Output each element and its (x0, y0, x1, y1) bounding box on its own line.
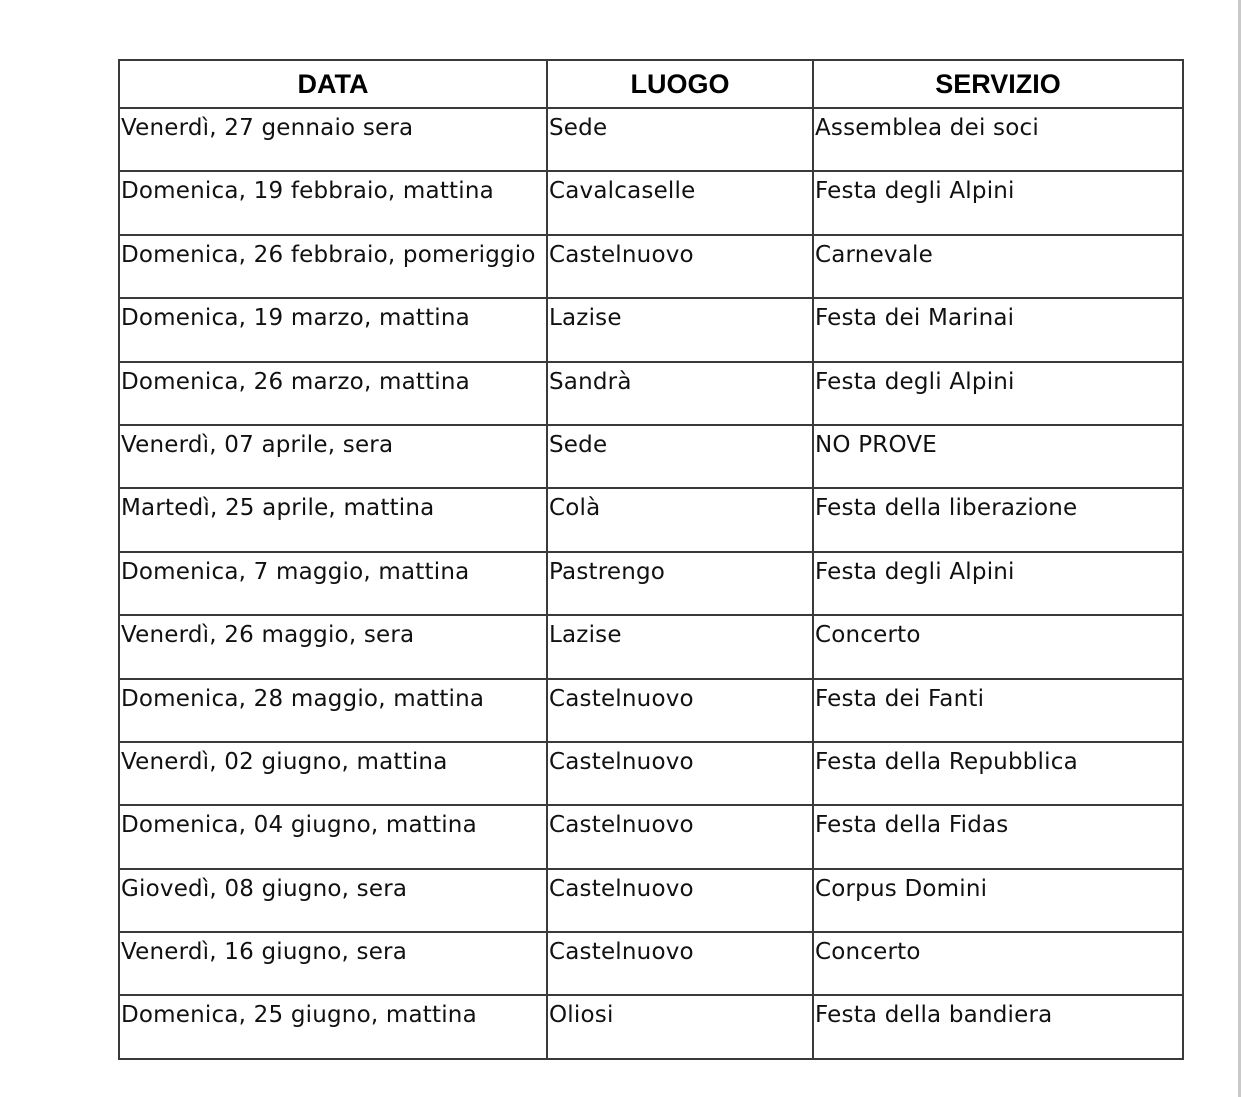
table-row (119, 995, 1183, 1058)
table-row (119, 298, 1183, 361)
cell-data: Domenica, 7 maggio, mattina (119, 552, 547, 615)
cell-luogo: Lazise (547, 615, 813, 678)
column-header-data: DATA (119, 60, 547, 108)
header-row (119, 60, 1183, 108)
cell-luogo: Oliosi (547, 995, 813, 1058)
table-row (119, 171, 1183, 234)
cell-data: Venerdì, 26 maggio, sera (119, 615, 547, 678)
table-row (119, 425, 1183, 488)
cell-luogo: Castelnuovo (547, 679, 813, 742)
cell-servizio: Concerto (813, 932, 1183, 995)
cell-servizio: Carnevale (813, 235, 1183, 298)
table-row (119, 108, 1183, 171)
cell-servizio: Festa della liberazione (813, 488, 1183, 551)
cell-luogo: Sede (547, 425, 813, 488)
cell-servizio: Festa dei Marinai (813, 298, 1183, 361)
schedule-table (118, 59, 1184, 1060)
cell-data: Giovedì, 08 giugno, sera (119, 869, 547, 932)
cell-data: Domenica, 19 marzo, mattina (119, 298, 547, 361)
cell-luogo: Cavalcaselle (547, 171, 813, 234)
column-header-servizio: SERVIZIO (813, 60, 1183, 108)
cell-servizio: NO PROVE (813, 425, 1183, 488)
cell-luogo: Castelnuovo (547, 869, 813, 932)
table-row (119, 615, 1183, 678)
cell-luogo: Lazise (547, 298, 813, 361)
table-row (119, 742, 1183, 805)
cell-data: Domenica, 25 giugno, mattina (119, 995, 547, 1058)
cell-servizio: Festa dei Fanti (813, 679, 1183, 742)
cell-servizio: Corpus Domini (813, 869, 1183, 932)
cell-luogo: Sandrà (547, 362, 813, 425)
table-row (119, 869, 1183, 932)
cell-servizio: Concerto (813, 615, 1183, 678)
cell-data: Venerdì, 02 giugno, mattina (119, 742, 547, 805)
cell-servizio: Festa degli Alpini (813, 362, 1183, 425)
cell-servizio: Festa della Repubblica (813, 742, 1183, 805)
table-header (119, 60, 1183, 108)
table-row (119, 679, 1183, 742)
table-row (119, 932, 1183, 995)
cell-data: Martedì, 25 aprile, mattina (119, 488, 547, 551)
table-row (119, 488, 1183, 551)
cell-luogo: Castelnuovo (547, 235, 813, 298)
cell-luogo: Castelnuovo (547, 805, 813, 868)
cell-luogo: Castelnuovo (547, 932, 813, 995)
cell-data: Domenica, 28 maggio, mattina (119, 679, 547, 742)
table-row (119, 552, 1183, 615)
cell-data: Domenica, 19 febbraio, mattina (119, 171, 547, 234)
cell-data: Domenica, 26 febbraio, pomeriggio (119, 235, 547, 298)
table-row (119, 362, 1183, 425)
cell-luogo: Pastrengo (547, 552, 813, 615)
cell-luogo: Sede (547, 108, 813, 171)
cell-servizio: Assemblea dei soci (813, 108, 1183, 171)
cell-servizio: Festa della bandiera (813, 995, 1183, 1058)
cell-data: Domenica, 04 giugno, mattina (119, 805, 547, 868)
cell-servizio: Festa degli Alpini (813, 552, 1183, 615)
cell-servizio: Festa della Fidas (813, 805, 1183, 868)
column-header-luogo: LUOGO (547, 60, 813, 108)
cell-data: Venerdì, 27 gennaio sera (119, 108, 547, 171)
table-row (119, 805, 1183, 868)
cell-luogo: Castelnuovo (547, 742, 813, 805)
table-row (119, 235, 1183, 298)
cell-data: Venerdì, 07 aprile, sera (119, 425, 547, 488)
cell-data: Domenica, 26 marzo, mattina (119, 362, 547, 425)
cell-data: Venerdì, 16 giugno, sera (119, 932, 547, 995)
cell-servizio: Festa degli Alpini (813, 171, 1183, 234)
table-body (119, 108, 1183, 1059)
cell-luogo: Colà (547, 488, 813, 551)
